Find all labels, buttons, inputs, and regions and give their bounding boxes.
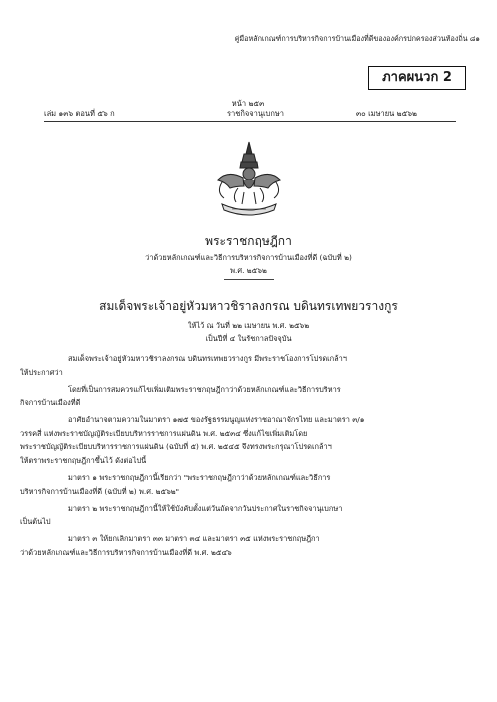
paragraph-line: มาตรา ๑ พระราชกฤษฎีกานี้เรียกว่า "พระราชกฤษฎีกาว่าด้วยหลักเกณฑ์และวิธีการ [68,472,331,482]
paragraph-line: วรรคสี่ แห่งพระราชบัญญัติระเบียบบริหารราชการแผ่นดิน พ.ศ. ๒๕๓๔ ซึ่งแก้ไขเพิ่มเติมโดย [20,428,308,438]
page-number: หน้า ๒๕๓ [231,99,265,108]
paragraph-line: บริหารกิจการบ้านเมืองที่ดี (ฉบับที่ ๒) พ.ศ. ๒๕๖๒" [20,486,180,496]
reign-year: เป็นปีที่ ๔ ในรัชกาลปัจจุบัน [205,334,292,343]
given-date: ให้ไว้ ณ วันที่ ๒๒ เมษายน พ.ศ. ๒๕๖๒ [187,321,310,330]
paragraph-line: ให้ตราพระราชกฤษฎีกาขึ้นไว้ ดังต่อไปนี้ [20,455,147,465]
paragraph-line: พระราชบัญญัติระเบียบบริหารราชการแผ่นดิน (ฉบับที่ ๕) พ.ศ. ๒๕๔๕ จึงทรงพระกรุณาโปรดเกล้าฯ [20,442,332,452]
paragraph-line: มาตรา ๓ ให้ยกเลิกมาตรา ๓๓ มาตรา ๓๔ และมาตรา ๓๕ แห่งพระราชกฤษฎีกา [68,534,320,544]
gazette-date: ๓๐ เมษายน ๒๕๖๒ [356,109,417,118]
royal-garuda-emblem-icon [208,140,290,220]
paragraph [20,471,456,498]
title-divider [224,279,274,280]
paragraph [20,352,456,379]
paragraph [20,532,456,559]
paragraph-line: โดยที่เป็นการสมควรแก้ไขเพิ่มเติมพระราชกฤษฎีกาว่าด้วยหลักเกณฑ์และวิธีการบริหาร [68,384,341,394]
decree-body [20,352,456,563]
paragraph [20,383,456,410]
gazette-volume: เล่ม ๑๓๖ ตอนที่ ๕๖ ก [44,109,115,118]
king-name: สมเด็จพระเจ้าอยู่หัวมหาวชิราลงกรณ บดินทรเทพยวรางกูร [99,299,398,313]
paragraph-line: อาศัยอำนาจตามความในมาตรา ๑๗๕ ของรัฐธรรมนูญแห่งราชอาณาจักรไทย และมาตรา ๓/๑ [68,415,365,425]
paragraph [20,413,456,467]
appendix-label: ภาคผนวก 2 [368,66,466,90]
running-header: คู่มือหลักเกณฑ์การบริหารกิจการบ้านเมืองที่ดีขององค์กรปกครองส่วนท้องถิ่น ๘๑ [234,34,480,43]
header-rule [44,121,456,122]
paragraph-line: เป็นต้นไป [20,517,51,527]
paragraph-line: มาตรา ๒ พระราชกฤษฎีกานี้ให้ใช้บังคับตั้งแต่วันถัดจากวันประกาศในราชกิจจานุเบกษา [68,503,343,513]
paragraph-line: สมเด็จพระเจ้าอยู่หัวมหาวชิราลงกรณ บดินทรเทพยวรางกูร มีพระราชโองการโปรดเกล้าฯ [68,354,347,363]
paragraph-line: กิจการบ้านเมืองที่ดี [20,398,81,408]
decree-year: พ.ศ. ๒๕๖๒ [230,266,267,275]
gazette-name: ราชกิจจานุเบกษา [227,109,285,118]
paragraph [20,502,456,529]
paragraph-line: ว่าด้วยหลักเกณฑ์และวิธีการบริหารกิจการบ้านเมืองที่ดี พ.ศ. ๒๕๔๖ [20,547,232,557]
paragraph-line: ให้ประกาศว่า [20,367,63,377]
decree-title: พระราชกฤษฎีกา [205,234,292,248]
gazette-header [44,108,456,120]
decree-subtitle: ว่าด้วยหลักเกณฑ์และวิธีการบริหารกิจการบ้านเมืองที่ดี (ฉบับที่ ๒) [145,253,352,262]
